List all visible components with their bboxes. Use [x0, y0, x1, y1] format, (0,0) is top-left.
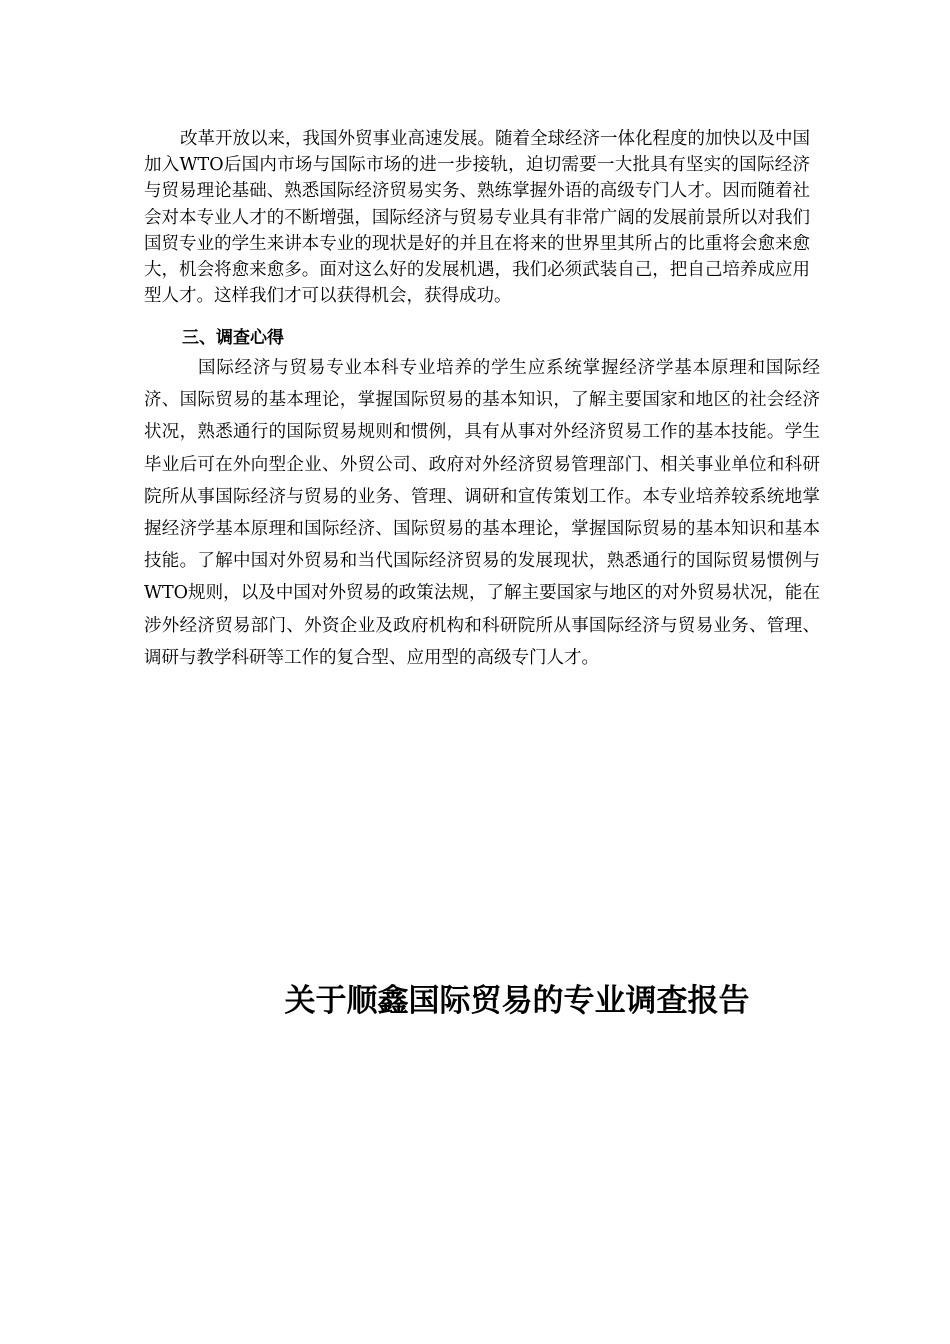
body-paragraph-2: 国际经济与贸易专业本科专业培养的学生应系统掌握经济学基本原理和国际经济、国际贸易的基本理论，掌握国际贸易的基本知识，了解主要国家和地区的社会经济状况，熟悉通行的国际贸易规则和惯例，具有从事对外经济贸易工作的基本技能。学生毕业后可在外向型企业、外贸公司、政府对外经济贸易管理部门、相关事业单位和科研院所从事国际经济与贸易的业务、管理、调研和宣传策划工作。本专业培养较系统地掌握经济学基本原理和国际经济、国际贸易的基本理论，掌握国际贸易的基本知识和基本技能。了解中国对外贸易和当代国际经济贸易的发展现状，熟悉通行的国际贸易惯例与WTO规则，以及中国对外贸易的政策法规，了解主要国家与地区的对外贸易状况，能在涉外经济贸易部门、外资企业及政府机构和科研院所从事国际经济与贸易业务、管理、调研与教学科研等工作的复合型、应用型的高级专门人才。	[144, 358, 820, 668]
document-title: 关于顺鑫国际贸易的专业调查报告	[284, 983, 750, 1019]
section-heading: 三、调查心得	[182, 328, 284, 348]
body-paragraph-1: 改革开放以来，我国外贸事业高速发展。随着全球经济一体化程度的加快以及中国加入WTO后国内市场与国际市场的进一步接轨，迫切需要一大批具有坚实的国际经济与贸易理论基础、熟悉国际经济贸易实务、熟练掌握外语的高级专门人才。因而随着社会对本专业人才的不断增强，国际经济与贸易专业具有非常广阔的发展前景所以对我们国贸专业的学生来讲本专业的现状是好的并且在将来的世界里其所占的比重将会愈来愈大，机会将愈来愈多。面对这么好的发展机遇，我们必须武装自己，把自己培养成应用型人才。这样我们才可以获得机会，获得成功。	[144, 129, 810, 307]
